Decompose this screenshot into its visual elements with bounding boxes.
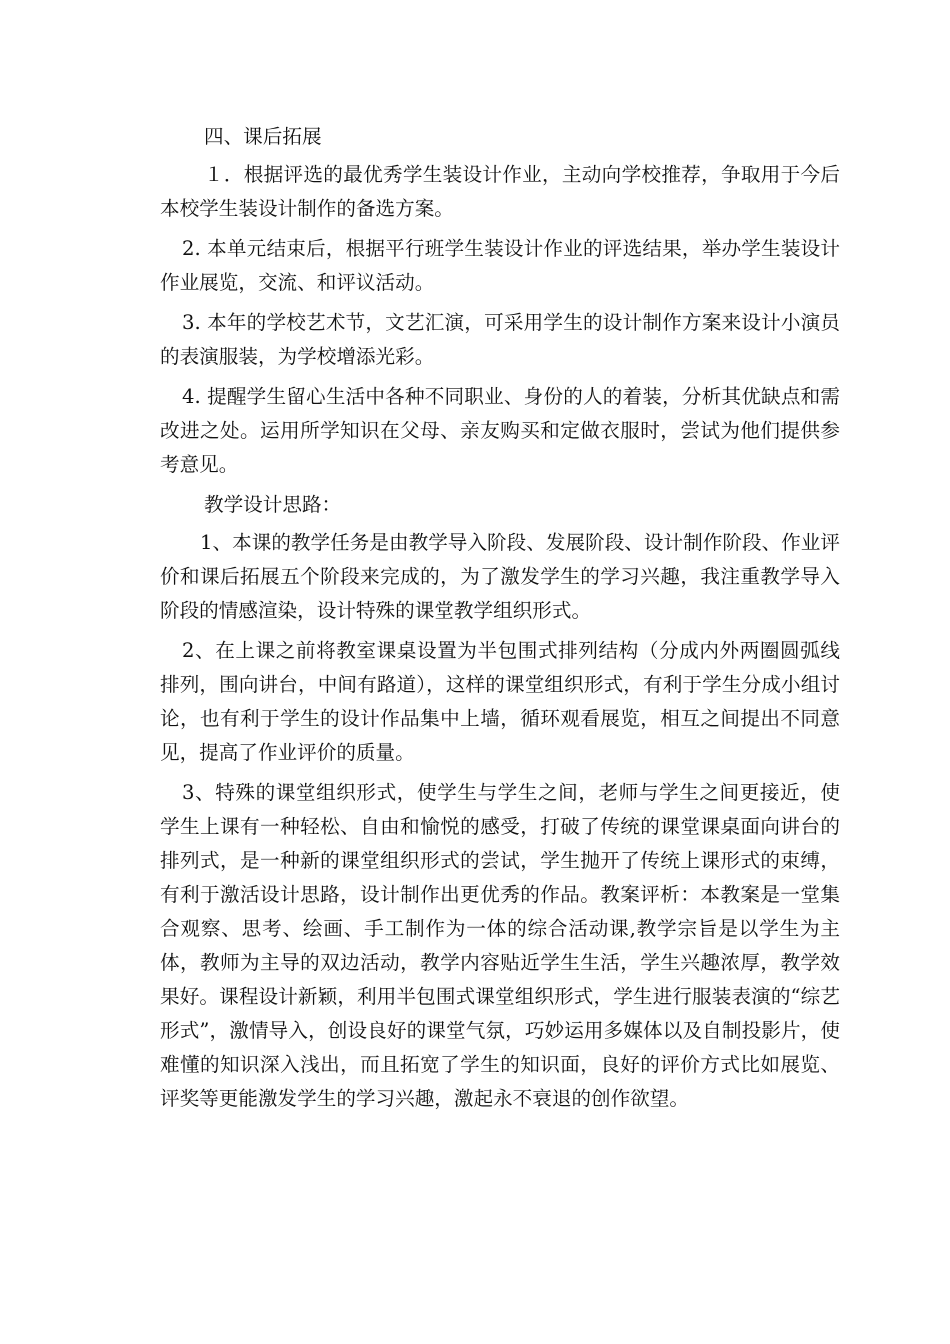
design-item-3: 3、特殊的课堂组织形式，使学生与学生之间，老师与学生之间更接近，使学生上课有一种轻松、自由和愉悦的感受，打破了传统的课堂课桌面向讲台的排列式，是一种新的课堂组织形式的尝试，学生抛开了传统上课形式的束缚，有利于激活设计思路，设计制作出更优秀的作品。教案评析：本教案是一堂集合观察、思考、绘画、手工制作为一体的综合活动课,教学宗旨是以学生为主体，教师为主导的双边活动，教学内容贴近学生生活，学生兴趣浓厚，教学效果好。课程设计新颖，利用半包围式课堂组织形式，学生进行服装表演的“综艺形式”，激情导入，创设良好的课堂气氛，巧妙运用多媒体以及自制投影片，使难懂的知识深入浅出，而且拓宽了学生的知识面，良好的评价方式比如展览、评奖等更能激发学生的学习兴趣，激起永不衰退的创作欲望。 (160, 781, 840, 1110)
document-page (160, 120, 840, 1116)
design-item-2: 2、在上课之前将教室课桌设置为半包围式排列结构（分成内外两圈圆弧线排列，围向讲台，中间有路道），这样的课堂组织形式，有利于学生分成小组讨论，也有利于学生的设计作品集中上墙，循环观看展览，相互之间提出不同意见，提高了作业评价的质量。 (160, 639, 840, 764)
extension-item-3: 3. 本年的学校艺术节，文艺汇演，可采用学生的设计制作方案来设计小演员的表演服装，为学校增添光彩。 (160, 311, 840, 368)
extension-item-2: 2. 本单元结束后，根据平行班学生装设计作业的评选结果，举办学生装设计作业展览，交流、和评议活动。 (160, 237, 840, 294)
section-heading: 四、课后拓展 (204, 125, 322, 148)
design-heading: 教学设计思路： (204, 493, 342, 516)
extension-item-4: 4. 提醒学生留心生活中各种不同职业、身份的人的着装，分析其优缺点和需改进之处。运用所学知识在父母、亲友购买和定做衣服时，尝试为他们提供参考意见。 (160, 385, 840, 476)
design-item-1: 1、本课的教学任务是由教学导入阶段、发展阶段、设计制作阶段、作业评价和课后拓展五个阶段来完成的，为了激发学生的学习兴趣，我注重教学导入阶段的情感渲染，设计特殊的课堂教学组织形式。 (160, 531, 840, 622)
extension-item-1: １．根据评选的最优秀学生装设计作业，主动向学校推荐，争取用于今后本校学生装设计制作的备选方案。 (160, 163, 840, 220)
